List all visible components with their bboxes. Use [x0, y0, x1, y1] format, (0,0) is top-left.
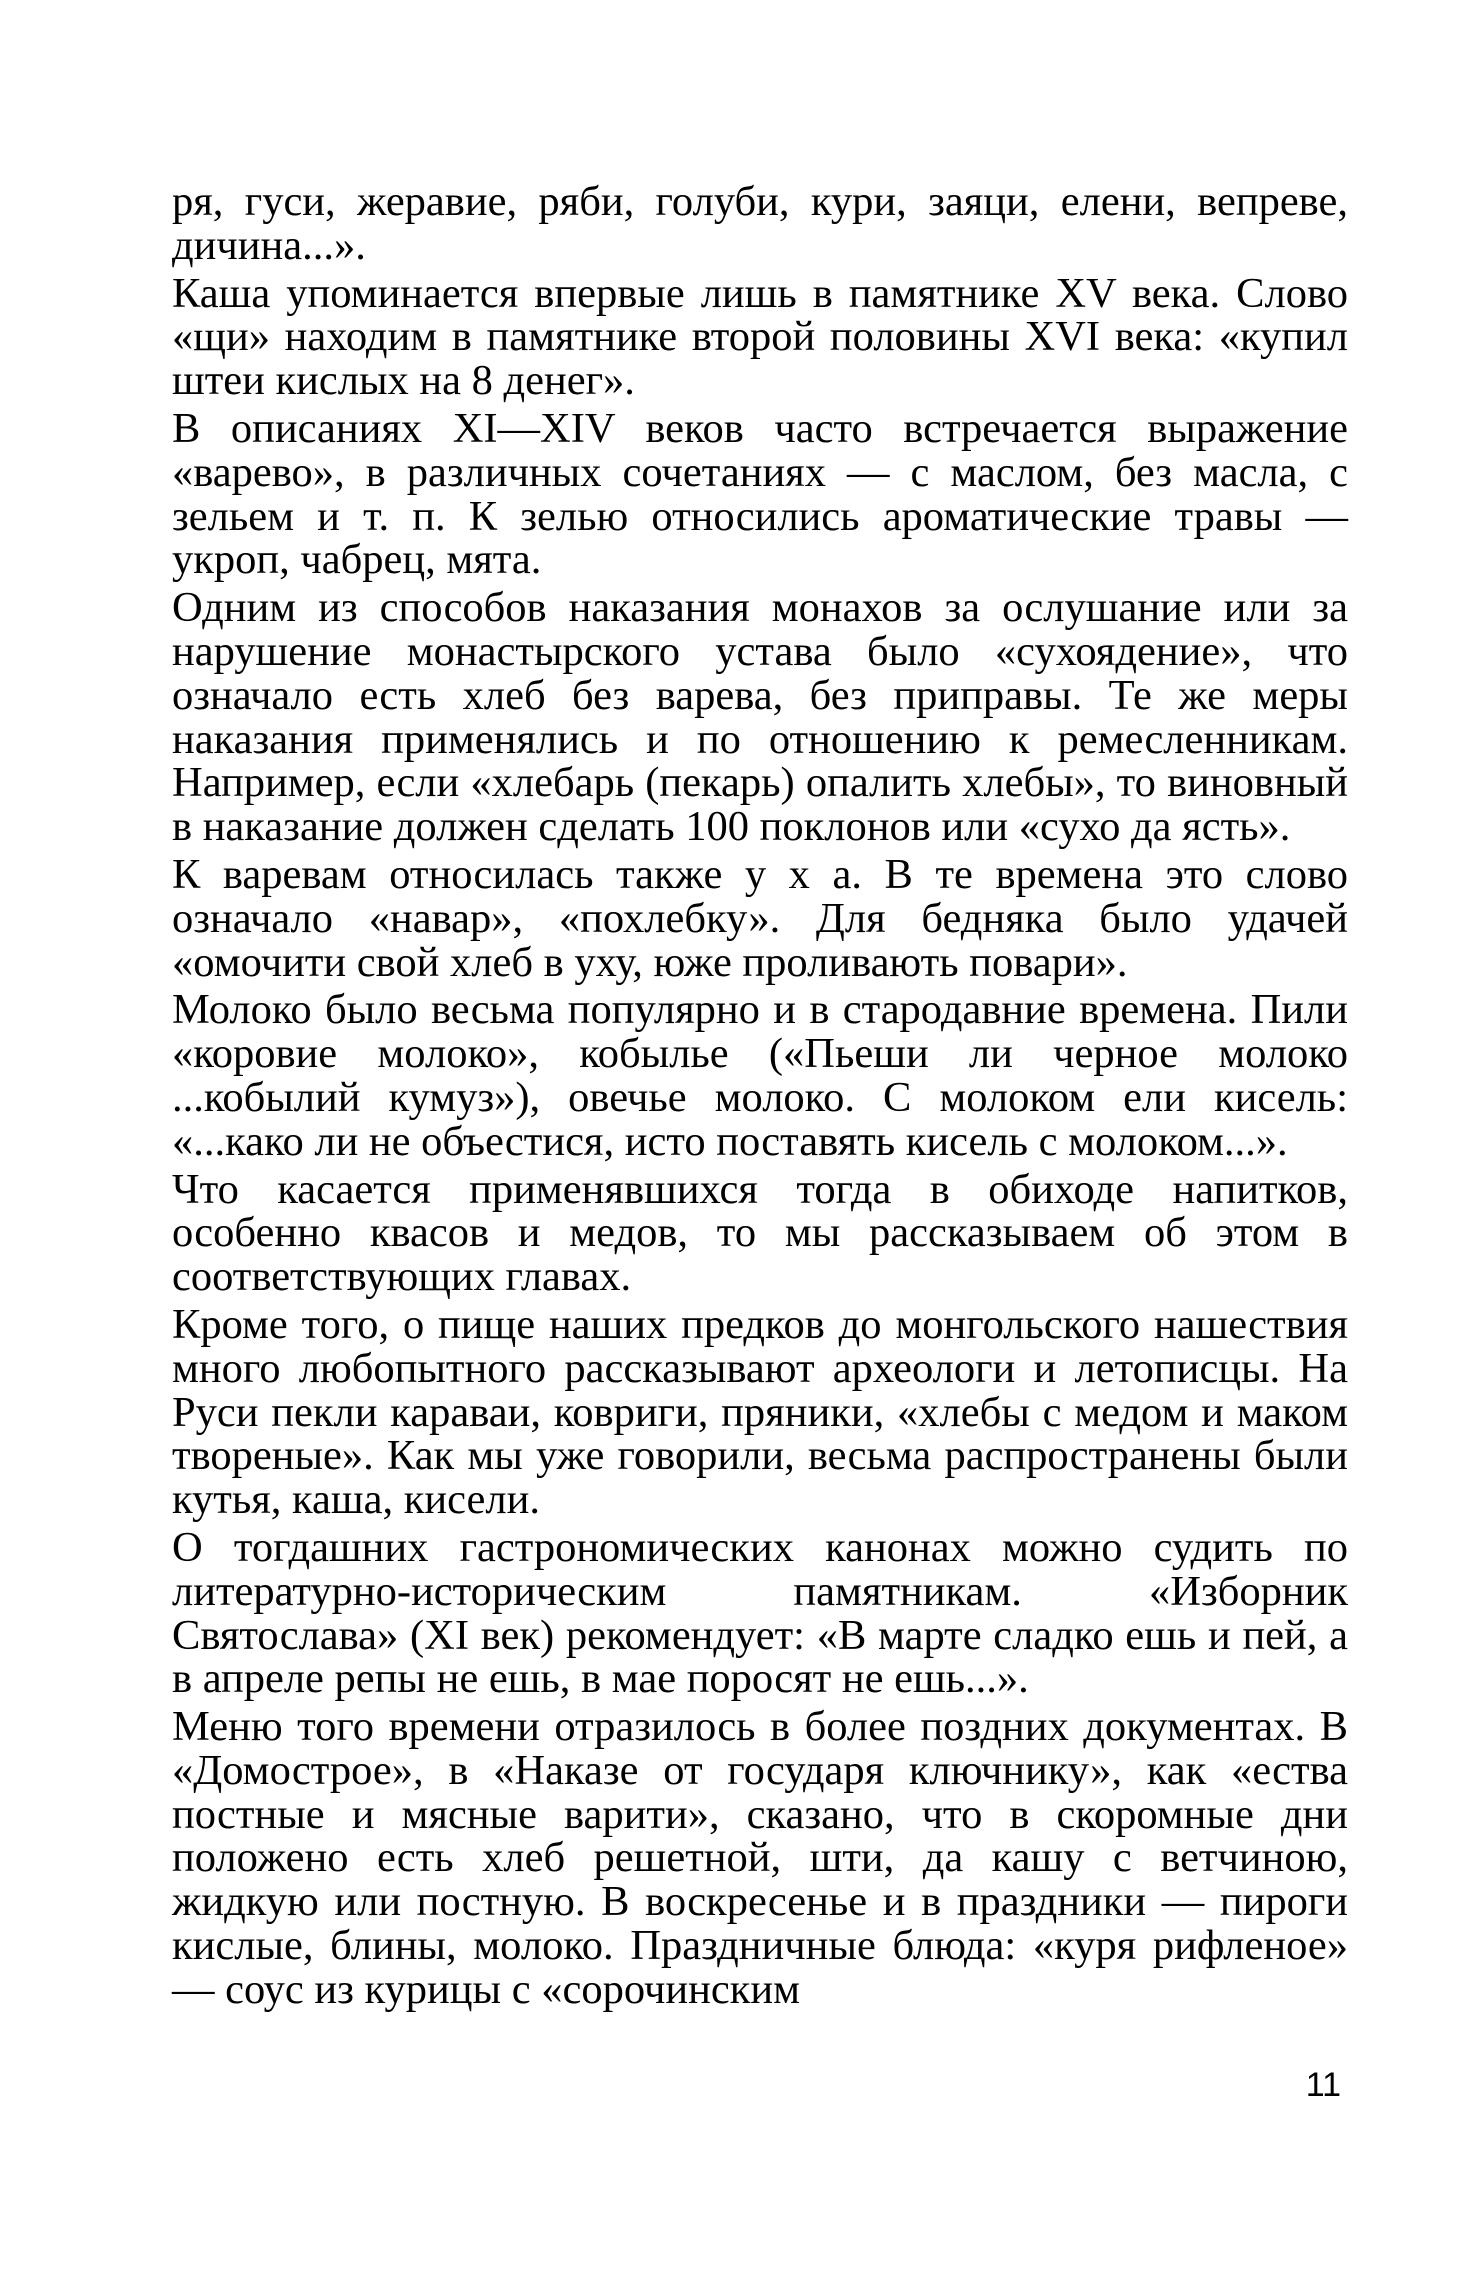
paragraph-napitki: Что касается применявшихся тогда в обиходе напитков, особенно квасов и медов, то мы рассказываем об этом в соответствующих главах. — [172, 1165, 1348, 1301]
paragraph-ukha: К варевам относилась также у х а. В те времена это слово означало «навар», «похлебку». Для бедняка было удачей «омочити свой хлеб в уху, юже проливають повари». — [172, 850, 1348, 986]
paragraph-varevo: В описаниях XI—XIV веков часто встречается выражение «варево», в различных сочетаниях — с маслом, без масла, с зельем и т. п. К зелью относились ароматические травы — укроп, чабрец, мята. — [172, 404, 1348, 584]
paragraph-game-list: ря, гуси, жеравие, ряби, голуби, кури, заяци, елени, вепреве, дичина...». — [172, 178, 1348, 269]
paragraph-moloko: Молоко было весьма популярно и в стародавние времена. Пили «коровие молоко», кобылье («Пьеши ли черное молоко ...кобылий кумуз»), овечье молоко. С молоком ели кисель: «...како ли не объестися, исто поставять кисель с молоком...». — [172, 986, 1348, 1165]
paragraph-kasha-shchi: Каша упоминается впервые лишь в памятнике XV века. Слово «щи» находим в памятнике второй половины XVI века: «купил штеи кислых на 8 денег». — [172, 269, 1348, 405]
paragraph-sukhoyadenie: Одним из способов наказания монахов за ослушание или за нарушение монастырского устава было «сухоядение», что означало есть хлеб без варева, без приправы. Те же меры наказания применялись и по отношению к ремесленникам. Например, если «хлебарь (пекарь) опалить хлебы», то виновный в наказание должен сделать 100 поклонов или «сухо да ясть». — [172, 584, 1348, 851]
paragraph-izbornik: О тогдашних гастрономических канонах можно судить по литературно-историческим памятникам. «Изборник Святослава» (XI век) рекомендует: «В марте сладко ешь и пей, а в апреле репы не ешь, в мае поросят не ешь...». — [172, 1523, 1348, 1703]
paragraph-predki: Кроме того, о пище наших предков до монгольского нашествия много любопытного рассказывают археологи и летописцы. На Руси пекли караваи, ковриги, пряники, «хлебы с медом и маком твореные». Как мы уже говорили, весьма распространены были кутья, каша, кисели. — [172, 1300, 1348, 1524]
body-text — [172, 180, 1348, 2016]
page-number: 11 — [1305, 2066, 1341, 2104]
paragraph-domostroy: Меню того времени отразилось в более поздних документах. В «Домострое», в «Наказе от государя ключнику», как «ества постные и мясные варити», сказано, что в скоромные дни положено есть хлеб решетной, шти, да кашу с ветчиною, жидкую или постную. В воскресенье и в праздники — пироги кислые, блины, молоко. Праздничные блюда: «куря рифленое» — соус из курицы с «сорочинским — [172, 1703, 1348, 2013]
